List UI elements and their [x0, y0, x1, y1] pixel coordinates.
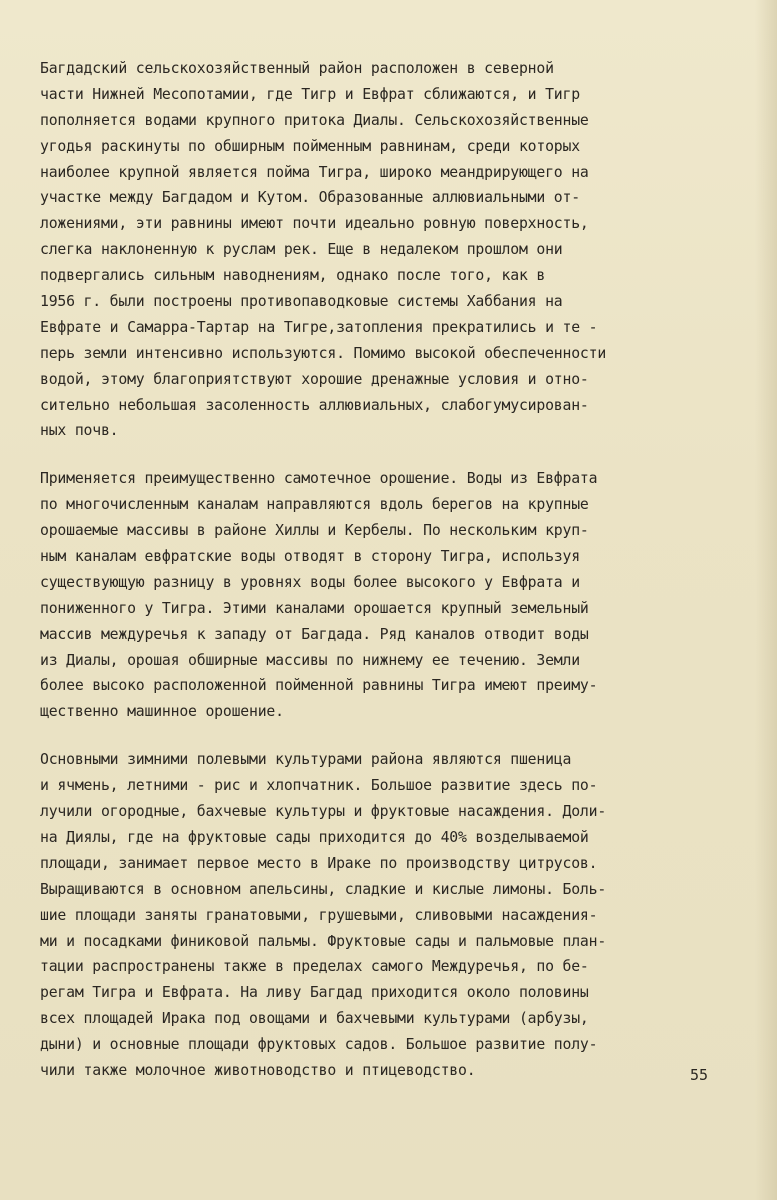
page-number: 55: [690, 1066, 709, 1084]
text-line: ным каналам евфратские воды отводят в сторону Тигра, используя: [40, 548, 580, 566]
text-line: и ячмень, летними - рис и хлопчатник. Большое развитие здесь по-: [40, 777, 598, 795]
body-text: [40, 56, 740, 1084]
text-line: Багдадский сельскохозяйственный район расположен в северной: [40, 60, 554, 77]
text-line: лучили огородные, бахчевые культуры и фруктовые насаждения. Доли-: [40, 803, 607, 821]
text-line: более высоко расположенной пойменной равнины Тигра имеют преиму-: [40, 677, 598, 695]
text-line: Евфрате и Самарра-Тартар на Тигре,затопления прекратились и те -: [40, 318, 598, 336]
text-line: ных почв.: [40, 422, 119, 440]
paragraph-1: [40, 56, 740, 444]
text-line: слегка наклоненную к руслам рек. Еще в недалеком прошлом они: [40, 241, 563, 259]
text-line: щественно машинное орошение.: [40, 703, 284, 721]
text-line: всех площадей Ирака под овощами и бахчевыми культурами (арбузы,: [40, 1010, 589, 1028]
text-line: Выращиваются в основном апельсины, сладкие и кислые лимоны. Боль-: [40, 880, 607, 898]
text-line: ми и посадками финиковой пальмы. Фруктовые сады и пальмовые план-: [40, 932, 607, 950]
text-line: орошаемые массивы в районе Хиллы и Кербелы. По нескольким круп-: [40, 522, 589, 540]
text-line: шие площади заняты гранатовыми, грушевыми, сливовыми насаждения-: [40, 906, 598, 924]
text-line: ложениями, эти равнины имеют почти идеально ровную поверхность,: [40, 215, 589, 233]
text-line: тации распространены также в пределах самого Междуречья, по бе-: [40, 958, 589, 976]
text-line: Применяется преимущественно самотечное орошение. Воды из Евфрата: [40, 470, 598, 488]
text-line: дыни) и основные площади фруктовых садов. Большое развитие полу-: [40, 1036, 598, 1054]
text-line: 1956 г. были построены противопаводковые системы Хаббания на: [40, 293, 563, 311]
text-line: существующую разницу в уровнях воды более высокого у Евфрата и: [40, 573, 580, 591]
text-line: подвергались сильным наводнениям, однако после того, как в: [40, 267, 546, 285]
text-line: по многочисленным каналам направляются вдоль берегов на крупные: [40, 496, 589, 514]
text-line: сительно небольшая засоленность аллювиальных, слабогумусирован-: [40, 396, 589, 414]
paragraph-2: [40, 466, 740, 725]
paragraph-3: [40, 747, 740, 1084]
text-line: перь земли интенсивно используются. Помимо высокой обеспеченности: [40, 344, 607, 362]
text-line: участке между Багдадом и Кутом. Образованные аллювиальными от-: [40, 189, 580, 207]
text-line: из Диалы, орошая обширные массивы по нижнему ее течению. Земли: [40, 651, 580, 669]
text-line: площади, занимает первое место в Ираке по производству цитрусов.: [40, 854, 598, 872]
text-line: наиболее крупной является пойма Тигра, широко меандрирующего на: [40, 163, 589, 181]
text-line: массив междуречья к западу от Багдада. Ряд каналов отводит воды: [40, 625, 589, 643]
text-line: водой, этому благоприятствуют хорошие дренажные условия и отно-: [40, 370, 589, 388]
text-line: угодья раскинуты по обширным пойменным равнинам, среди которых: [40, 137, 580, 155]
text-line: пониженного у Тигра. Этими каналами орошается крупный земельный: [40, 599, 589, 617]
text-line: Основными зимними полевыми культурами района являются пшеница: [40, 751, 572, 769]
text-line: регам Тигра и Евфрата. На ливу Багдад приходится около половины: [40, 984, 589, 1002]
text-line: чили также молочное животноводство и птицеводство.: [40, 1061, 476, 1079]
text-line: на Диялы, где на фруктовые сады приходится до 40% возделываемой: [40, 828, 589, 846]
text-line: части Нижней Месопотамии, где Тигр и Евфрат сближаются, и Тигр: [40, 85, 580, 103]
text-line: пополняется водами крупного притока Диалы. Сельскохозяйственные: [40, 111, 589, 129]
